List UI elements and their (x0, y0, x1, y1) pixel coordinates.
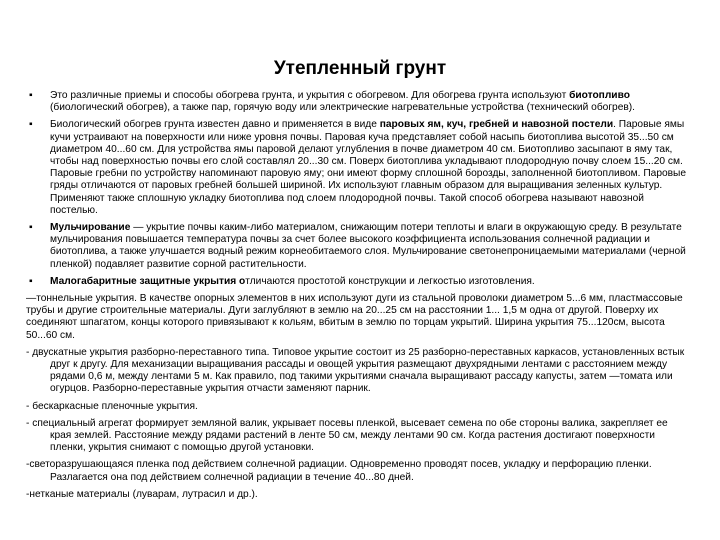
paragraph-mulching (26, 222, 688, 271)
paragraph-small-covers (26, 276, 688, 288)
paragraph-tunnel-covers: —тоннельные укрытия. В качестве опорных элементов в них используют дуги из стальной проволоки диаметром 5...6 мм, пластмассовые трубы и другие строительные материалы. Дуги заглубляют в землю на 20...25 см на расстоянии 1... 1,5 м одна от другой. Поверху их соединяют шпагатом, концы которого привязывают к кольям, вбитым в землю по торцам укрытий. Ширина укрытия 75...120см, высота 50...60 см. (26, 293, 683, 341)
bullet-icon: ▪ (29, 222, 33, 234)
bullet-icon: ▪ (29, 119, 33, 131)
slide-body (26, 90, 688, 506)
bold-term: биотопливо (569, 90, 630, 101)
text-run: — укрытие почвы каким-либо материалом, снижающим потери теплоты и влаги в окружающую среду. В результате мульчирования повышается температура почвы за счет более высокого коэффициента использования солнечной радиации и биотоплива, а также улучшается водный режим корнеобитаемого слоя. Мульчирование светонепроницаемыми материалами (черной пленкой) подавляет развитие сорной растительности. (50, 222, 686, 270)
paragraph-degradable-film: -светоразрушающаяся пленка под действием солнечной радиации. Одновременно проводят посев, укладку и перфорацию пленки. Разлагается она под действием солнечной радиации в течение 40...80 дней. (26, 459, 652, 483)
paragraph-heating-methods (26, 90, 688, 114)
bullet-icon: ▪ (29, 275, 33, 287)
bold-term: паровых ям, куч, гребней и навозной постели (379, 119, 614, 131)
page-title: Утепленный грунт (273, 58, 447, 79)
bullet-icon: ▪ (29, 90, 33, 101)
text-run: . Паровые ямы кучи устраивают на поверхности или ниже уровня почвы. Паровая куча представляет собой насыпь биотоплива высотой 35...50 см диаметром 40...60 см. Для устройства ямы паровой делают углубления в почве диаметром 40 см. Биотопливо засыпают в яму так, чтобы над поверхностью почвы его слой составлял 20...30 см. Поверх биотоплива укладывают плодородную почву слоем 15...20 см. Паровые гребни по устройству напоминают паровую яму; они имеют форму сплошной борозды, заполненной биотопливом. Паровые гряды отличаются от паровых гребней большей шириной. Их используют главным образом для выращивания зеленных культур. Применяют также сплошную укладку биотоплива под слоем плодородной почвы. Такой способ обогрева называют навозной постелью. (50, 119, 687, 216)
text-run: тличаются простотой конструкции и легкостью изготовления. (245, 275, 535, 287)
bold-term: Мульчирование (50, 222, 131, 234)
paragraph-frameless-covers: - бескаркасные пленочные укрытия. (26, 400, 198, 412)
text-run: Биологический обогрев грунта известен давно и применяется в виде (50, 119, 380, 131)
paragraph-special-unit: - специальный агрегат формирует земляной валик, укрывает посевы пленкой, высевает семена по обе стороны валика, закрепляет ее края землей. Расстояние между рядами растений в ленте 50 см, между лентами 90 см. Когда растения достигают поверхности пленки, укрытия снимают с помощью другой установки. (26, 417, 668, 454)
paragraph-gable-covers: - двускатные укрытия разборно-переставного типа. Типовое укрытие состоит из 25 разборно-переставных каркасов, установленных встык друг к другу. Для механизации выращивания рассады и овощей укрытия размещают двухрядными лентами с расстоянием между рядами 0,6 м, между лентами 5 м. Как правило, под такими укрытиями сначала выращивают рассаду капусты, затем —томата или огурцов. Разборно-переставные укрытия отчасти заменяют парник. (26, 346, 685, 395)
text-run: (биологический обогрев), а также пар, горячую воду или электрические нагревательные устройства (технический обогрев). (50, 102, 635, 114)
paragraph-nonwoven: -нетканые материалы (луварам, лутрасил и др.). (26, 488, 258, 500)
bold-term: Малогабаритные защитные укрытия о (50, 275, 246, 287)
text-run: Это различные приемы и способы обогрева грунта, и укрытия с обогревом. Для обогрева грунта используют (50, 90, 570, 101)
paragraph-biological-heating (26, 119, 688, 217)
